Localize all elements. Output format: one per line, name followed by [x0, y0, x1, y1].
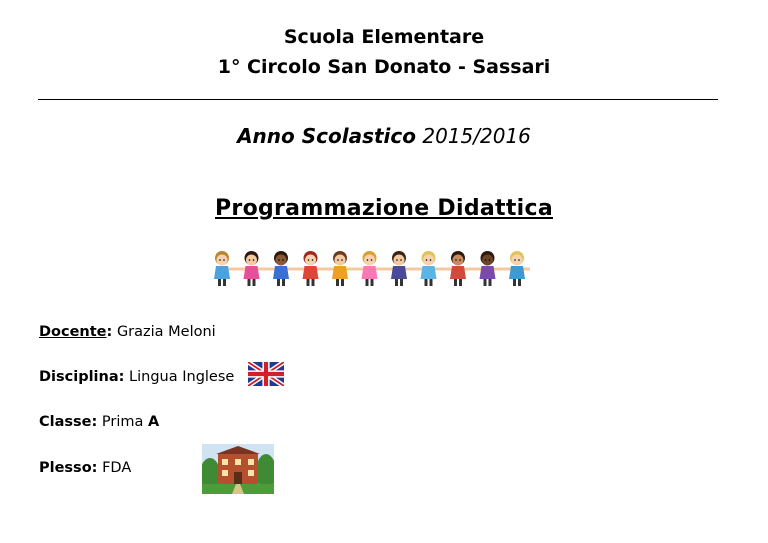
- uk-flag-icon: [248, 362, 284, 386]
- school-year-label: Anno Scolastico: [237, 124, 417, 148]
- classe-label: Classe:: [39, 414, 98, 430]
- docente-value: Grazia Meloni: [116, 324, 216, 340]
- school-year: [0, 124, 768, 148]
- disciplina-value: Lingua Inglese: [129, 369, 235, 385]
- school-name: Scuola Elementare: [283, 26, 485, 48]
- plesso-value: FDA: [102, 460, 132, 476]
- classe-row: [39, 412, 159, 432]
- child-figure: [509, 251, 525, 286]
- disciplina-row: [39, 367, 234, 387]
- document-header: [0, 24, 768, 80]
- school-building-icon: [202, 444, 274, 494]
- docente-label: Docente: [39, 324, 107, 340]
- disciplina-label: Disciplina:: [39, 369, 125, 385]
- school-circle: 1° Circolo San Donato - Sassari: [217, 56, 551, 78]
- child-figure: [391, 251, 407, 286]
- classe-value: Prima: [101, 414, 144, 430]
- document-title: Programmazione Didattica: [215, 196, 553, 221]
- child-figure: [273, 251, 289, 286]
- header-divider: [38, 99, 718, 100]
- docente-row: Docente: Grazia Meloni: [39, 324, 216, 340]
- school-year-value: 2015/2016: [422, 124, 531, 148]
- child-figure: [303, 251, 319, 286]
- plesso-label: Plesso:: [39, 460, 98, 476]
- classe-section: A: [148, 414, 160, 430]
- child-figure: [244, 251, 260, 286]
- child-figure: [214, 251, 230, 286]
- children-holding-hands-icon: [210, 250, 536, 288]
- plesso-row: [39, 458, 131, 478]
- child-figure: [480, 251, 496, 286]
- child-figure: [362, 251, 378, 286]
- child-figure: [421, 251, 437, 286]
- child-figure: [332, 251, 348, 286]
- child-figure: [450, 251, 466, 286]
